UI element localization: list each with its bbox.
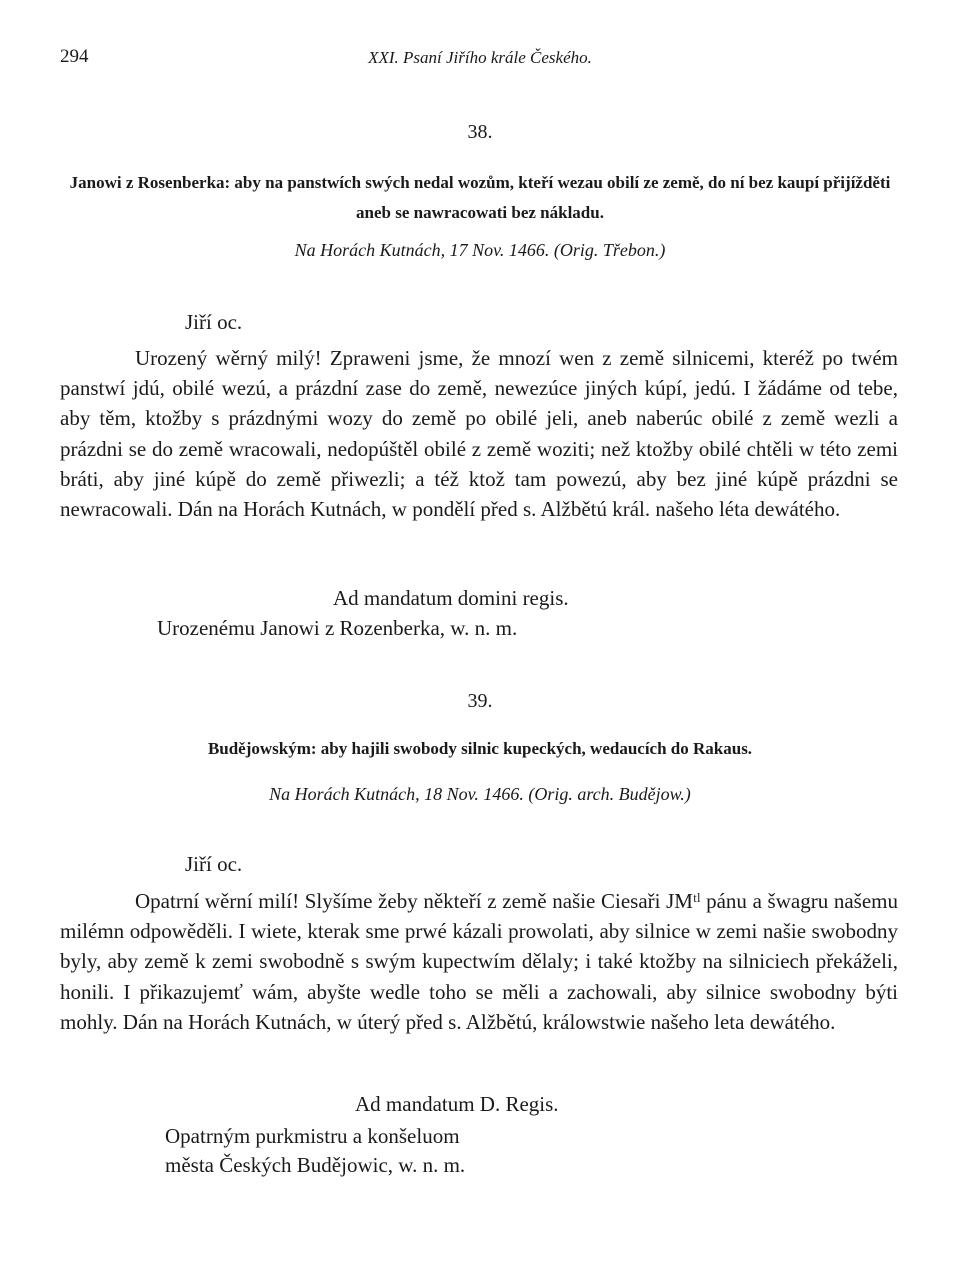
- running-title: XXI. Psaní Jiřího krále Českého.: [368, 48, 592, 67]
- letter-38-dateline: Na Horách Kutnách, 17 Nov. 1466. (Orig. Třebon.): [294, 240, 666, 260]
- letter-38-summary: Janowi z Rosenberka: aby na panstwích swých nedal wozům, kteří wezau obilí ze země, do ní bez kaupí přijížděti aneb se nawracowati bez nákladu.: [69, 173, 891, 222]
- letter-38-address: Urozenému Janowi z Rozenberka, w. n. m.: [157, 616, 518, 640]
- letter-39-body: Opatrní wěrní milí! Slyšíme žeby někteří z země našie Ciesaři JMᵗˡ pánu a šwagru našemu milémn odpowěděli. I wiete, kterak sme prwé kázali prowolati, aby silnice w zemi našie swobodny byly, aby země k zemi swobodně s swým kupectwím dělaly; i také ktožby na silniciech překáželi, honili. I přikazujemť wám, abyšte wedle toho se měli a zachowali, aby silnice swobodny býti mohly. Dán na Horách Kutnách, w úterý před s. Alžbětú, králowstwie našeho leta dewátého.: [60, 889, 898, 1034]
- letter-38-number: 38.: [467, 121, 493, 143]
- letter-38-greeting: Jiří oc.: [185, 310, 243, 334]
- page-number: 294: [60, 46, 89, 67]
- letter-39-greeting: Jiří oc.: [185, 852, 243, 876]
- letter-39-number: 39.: [467, 690, 493, 712]
- letter-39-mandate: Ad mandatum D. Regis.: [355, 1092, 559, 1116]
- letter-39-dateline: Na Horách Kutnách, 18 Nov. 1466. (Orig. arch. Budějow.): [269, 784, 691, 804]
- letter-39-address-line-2: města Českých Budějowic, w. n. m.: [165, 1153, 466, 1177]
- letter-39-summary: Budějowským: aby hajili swobody silnic kupeckých, wedaucích do Rakaus.: [207, 739, 753, 758]
- letter-39-address-line-1: Opatrným purkmistru a konšeluom: [165, 1124, 460, 1148]
- letter-38-body: Urozený wěrný milý! Zpraweni jsme, že mnozí wen z země silnicemi, kteréž po twém panstwí jdú, obilé wezú, a prázdní zase do země, newezúce jiných kúpí, jedú. I žádáme od tebe, aby těm, ktožby s prázdnými wozy do země po obilé jeli, aneb naberúc obilé z země wezli a prázdni se do země wracowali, nedopúštěl obilé z země woziti; než ktožby obilé chtěli w této zemi bráti, aby jiné kúpě do země přiwezli; a též ktož tam powezú, aby bez jiné kúpě prázdni se newracowali. Dán na Horách Kutnách, w pondělí před s. Alžbětú král. našeho léta dewátého.: [60, 346, 898, 522]
- letter-38-mandate: Ad mandatum domini regis.: [333, 586, 569, 610]
